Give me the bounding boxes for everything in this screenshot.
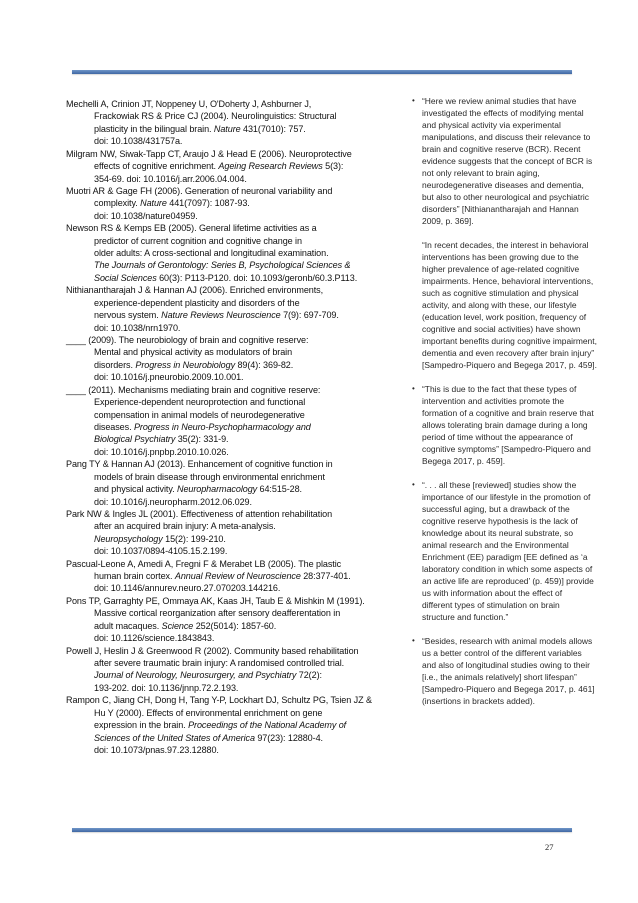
reference-entry xyxy=(66,148,396,185)
reference-text: 15(2): 199-210. xyxy=(162,533,226,544)
reference-list xyxy=(66,98,396,756)
reference-text: 89(4): 369-82. xyxy=(235,359,294,370)
quote-gap xyxy=(412,227,617,239)
reference-entry xyxy=(66,558,396,595)
reference-text: 5(3): xyxy=(322,161,344,172)
quote-line: such as cognitive stimulation and physical xyxy=(422,288,579,298)
reference-line xyxy=(66,160,396,172)
reference-line xyxy=(66,433,396,445)
reference-line xyxy=(66,483,396,495)
quote-line: (education level, work position, frequency of xyxy=(422,312,587,322)
reference-text: plasticity in the bilingual brain. xyxy=(94,123,214,134)
reference-line xyxy=(66,148,396,160)
reference-line xyxy=(66,384,396,396)
reference-line xyxy=(66,98,396,110)
quote-line: 2009, p. 369]. xyxy=(422,216,474,226)
quote-line: knowledge about its neural substrate, so xyxy=(422,528,574,538)
reference-entry xyxy=(66,384,396,459)
reference-line xyxy=(66,744,396,756)
reference-text: 431(7010): 757. xyxy=(240,123,306,134)
reference-text: nervous system. xyxy=(94,310,162,321)
quote-line: “This is due to the fact that these types of xyxy=(422,384,577,394)
quote-line: period of time without the appearance of xyxy=(422,432,573,442)
bullet-icon: • xyxy=(412,96,415,105)
quote-line: cognitive and social activities) have shown xyxy=(422,324,581,334)
quote-text xyxy=(412,479,617,623)
reference-line xyxy=(66,334,396,346)
quote-block xyxy=(412,383,617,467)
reference-text: doi: 10.1016/j.pnpbp.2010.10.026. xyxy=(94,446,229,457)
reference-text: 64:515-28. xyxy=(257,484,302,495)
reference-line xyxy=(66,210,396,222)
reference-line xyxy=(66,309,396,321)
reference-entry xyxy=(66,284,396,334)
reference-text: compensation in animal models of neurodegenerative xyxy=(94,409,305,420)
reference-text: Park NW & Ingles JL (2001). Effectiveness of attention rehabilitation xyxy=(66,508,333,519)
reference-line xyxy=(66,222,396,234)
quote-line: allows tolerating brain damage during a long xyxy=(422,420,588,430)
reference-text: Powell J, Heslin J & Greenwood R (2002). Community based rehabilitation xyxy=(66,645,359,656)
reference-line xyxy=(66,496,396,508)
reference-entry xyxy=(66,334,396,384)
reference-text: Massive cortical reorganization after sensory deafferentation in xyxy=(94,608,341,619)
reference-line xyxy=(66,135,396,147)
reference-italic-text: Biological Psychiatry xyxy=(94,434,176,445)
quote-line: [Sampedro-Piquero and Begega 2017, p. 461] xyxy=(422,684,595,694)
reference-text: doi: 10.1038/nrn1970. xyxy=(94,322,181,333)
reference-text: expression in the brain. xyxy=(94,720,189,731)
reference-line xyxy=(66,533,396,545)
reference-text: predictor of current cognition and cognitive change in xyxy=(94,235,302,246)
reference-line xyxy=(66,471,396,483)
quote-line: Enrichment (EE) paradigm [EE defined as ‘a xyxy=(422,552,588,562)
reference-text: 354-69. doi: 10.1016/j.arr.2006.04.004. xyxy=(94,173,247,184)
reference-italic-text: Nature Reviews Neuroscience xyxy=(161,310,281,321)
quote-gap xyxy=(412,371,617,383)
reference-text: 441(7097): 1087-93. xyxy=(166,198,250,209)
quote-line: investigated the effects of modifying mental xyxy=(422,108,584,118)
reference-line xyxy=(66,446,396,458)
reference-text: ____ (2009). The neurobiology of brain and cognitive reserve: xyxy=(66,335,309,346)
reference-text: after an acquired brain injury: A meta-analysis. xyxy=(94,521,276,532)
reference-line xyxy=(66,582,396,594)
reference-line xyxy=(66,632,396,644)
quote-line: us a better control of the different variables xyxy=(422,648,582,658)
quote-line: important benefits during cognitive impairment, xyxy=(422,336,597,346)
reference-text: 60(3): P113-P120. doi: 10.1093/geronb/60.3.P113. xyxy=(156,272,358,283)
quote-line: not only relevant to brain aging, xyxy=(422,168,540,178)
reference-text: diseases. xyxy=(94,421,134,432)
quote-line: “Besides, research with animal models allows xyxy=(422,636,593,646)
reference-italic-text: Progress in Neurobiology xyxy=(135,359,236,370)
reference-text: Frackowiak RS & Price CJ (2004). Neurolinguistics: Structural xyxy=(94,111,337,122)
reference-text: experience-dependent plasticity and disorders of the xyxy=(94,297,300,308)
reference-text: doi: 10.1037/0894-4105.15.2.199. xyxy=(94,546,228,557)
reference-line xyxy=(66,110,396,122)
reference-italic-text: Sciences of the United States of America xyxy=(94,732,255,743)
reference-entry xyxy=(66,595,396,645)
quote-line: intervention and activities promote the xyxy=(422,396,565,406)
quote-line: cognitive symptoms” [Sampedro-Piquero and xyxy=(422,444,591,454)
page-number: 27 xyxy=(545,842,554,852)
bullet-icon: • xyxy=(412,480,415,489)
reference-text: Newson RS & Kemps EB (2005). General lifetime activities as a xyxy=(66,223,317,234)
footer-rule xyxy=(72,828,572,832)
reference-italic-text: Neuropharmacology xyxy=(176,484,258,495)
quote-line: disorders” [Nithianantharajah and Hannan xyxy=(422,204,579,214)
reference-entry xyxy=(66,694,396,756)
reference-line xyxy=(66,409,396,421)
reference-text: doi: 10.1038/431757a. xyxy=(94,136,183,147)
reference-line xyxy=(66,558,396,570)
quote-block xyxy=(412,635,617,707)
quote-text xyxy=(412,95,617,227)
quote-line: [i.e., the animals relatively] short lifespan” xyxy=(422,672,577,682)
reference-text: doi: 10.1016/j.neuropharm.2012.06.029. xyxy=(94,496,252,507)
reference-entry xyxy=(66,458,396,508)
quote-text xyxy=(412,635,617,707)
reference-entry xyxy=(66,222,396,284)
reference-text: Experience-dependent neuroprotection and functional xyxy=(94,397,306,408)
reference-line xyxy=(66,396,396,408)
quote-line: successful aging, but a drawback of the xyxy=(422,504,570,514)
reference-text: adult macaques. xyxy=(94,620,162,631)
quote-line: us with information about the effect of xyxy=(422,588,563,598)
reference-text: and physical activity. xyxy=(94,484,177,495)
reference-text: Mental and physical activity as modulators of brain xyxy=(94,347,293,358)
reference-italic-text: Annual Review of Neuroscience xyxy=(174,571,301,582)
quote-line: dementia and even recovery after brain injury” xyxy=(422,348,595,358)
reference-entry xyxy=(66,508,396,558)
reference-line xyxy=(66,694,396,706)
reference-line xyxy=(66,657,396,669)
reference-line xyxy=(66,322,396,334)
quote-line: impairments. Hence, behavioral interventions, xyxy=(422,276,594,286)
reference-line xyxy=(66,520,396,532)
quote-line: and physical activity via experimental xyxy=(422,120,561,130)
reference-line xyxy=(66,259,396,271)
quote-line: neurodegenerative diseases and dementia, xyxy=(422,180,584,190)
reference-line xyxy=(66,607,396,619)
reference-text: models of brain disease through environmental enrichment xyxy=(94,471,325,482)
reference-line xyxy=(66,645,396,657)
quote-line: “In recent decades, the interest in behavioral xyxy=(422,240,589,250)
quote-line: manipulations, and discuss their relevance to xyxy=(422,132,591,142)
quote-line: [Sampedro-Piquero and Begega 2017, p. 459]. xyxy=(422,360,597,370)
quote-line: activity, and along with these, our lifestyle xyxy=(422,300,577,310)
reference-text: Rampon C, Jiang CH, Dong H, Tang Y-P, Lockhart DJ, Schultz PG, Tsien JZ & xyxy=(66,695,372,706)
bullet-icon: • xyxy=(412,636,415,645)
reference-line xyxy=(66,247,396,259)
reference-line xyxy=(66,272,396,284)
reference-line xyxy=(66,595,396,607)
reference-text: human brain cortex. xyxy=(94,571,175,582)
reference-text: doi: 10.1146/annurev.neuro.27.070203.144216. xyxy=(94,583,281,594)
reference-text: Pang TY & Hannan AJ (2013). Enhancement of cognitive function in xyxy=(66,459,333,470)
reference-text: complexity. xyxy=(94,198,141,209)
quote-block xyxy=(412,239,617,371)
reference-text: doi: 10.1073/pnas.97.23.12880. xyxy=(94,744,219,755)
reference-text: effects of cognitive enrichment. xyxy=(94,161,219,172)
quote-line: importance of our lifestyle in the promotion of xyxy=(422,492,591,502)
reference-line xyxy=(66,732,396,744)
reference-text: Milgram NW, Siwak-Tapp CT, Araujo J & Head E (2006). Neuroprotective xyxy=(66,148,352,159)
reference-line xyxy=(66,197,396,209)
reference-text: Nithianantharajah J & Hannan AJ (2006). Enriched environments, xyxy=(66,285,324,296)
reference-line xyxy=(66,458,396,470)
reference-italic-text: Journal of Neurology, Neurosurgery, and Psychiatry xyxy=(94,670,297,681)
reference-text: doi: 10.1038/nature04959. xyxy=(94,210,198,221)
reference-italic-text: Progress in Neuro-Psychopharmacology and xyxy=(133,421,311,432)
reference-line xyxy=(66,620,396,632)
reference-line xyxy=(66,235,396,247)
reference-italic-text: Social Sciences xyxy=(94,272,157,283)
reference-italic-text: Ageing Research Reviews xyxy=(218,161,323,172)
reference-text: Pons TP, Garraghty PE, Ommaya AK, Kaas JH, Taub E & Mishkin M (1991). xyxy=(66,595,365,606)
reference-text: doi: 10.1016/j.pneurobio.2009.10.001. xyxy=(94,372,244,383)
reference-line xyxy=(66,719,396,731)
quote-line: animal research and the Environmental xyxy=(422,540,569,550)
reference-line xyxy=(66,707,396,719)
reference-text: Hu Y (2000). Effects of environmental enrichment on gene xyxy=(94,707,323,718)
quote-text xyxy=(412,383,617,467)
reference-line xyxy=(66,545,396,557)
reference-text: Mechelli A, Crinion JT, Noppeney U, O'Doherty J, Ashburner J, xyxy=(66,99,312,109)
reference-text: Muotri AR & Gage FH (2006). Generation of neuronal variability and xyxy=(66,185,333,196)
reference-text: 252(5014): 1857-60. xyxy=(193,620,277,631)
quote-line: different types of stimulation on brain xyxy=(422,600,560,610)
quote-line: laboratory condition in which some aspects of xyxy=(422,564,593,574)
reference-text: 7(9): 697-709. xyxy=(280,310,339,321)
reference-text: 97(23): 12880-4. xyxy=(254,732,323,743)
reference-italic-text: Science xyxy=(161,620,194,631)
quote-line: “Here we review animal studies that have xyxy=(422,96,577,106)
quote-line: an active life are reproduced’ (p. 459)] provide xyxy=(422,576,594,586)
quote-gap xyxy=(412,467,617,479)
reference-entry xyxy=(66,645,396,695)
reference-line xyxy=(66,570,396,582)
quote-line: higher prevalence of age-related cognitive xyxy=(422,264,580,274)
reference-italic-text: The Journals of Gerontology: Series B, Psychological Sciences & xyxy=(94,260,351,271)
reference-italic-text: Nature xyxy=(213,123,241,134)
reference-italic-text: Proceedings of the National Academy of xyxy=(188,720,347,731)
header-rule xyxy=(72,70,572,74)
reference-entry xyxy=(66,98,396,148)
quote-list xyxy=(412,95,617,707)
quote-line: structure and function.” xyxy=(422,612,509,622)
quote-line: evidence suggests that the concept of BCR is xyxy=(422,156,593,166)
reference-line xyxy=(66,682,396,694)
quote-line: (insertions in brackets added). xyxy=(422,696,536,706)
bullet-icon: • xyxy=(412,384,415,393)
reference-text: 28:377-401. xyxy=(300,571,351,582)
reference-entry xyxy=(66,185,396,222)
reference-line xyxy=(66,371,396,383)
reference-text: 35(2): 331-9. xyxy=(175,434,229,445)
reference-text: doi: 10.1126/science.1843843. xyxy=(94,633,215,644)
reference-line xyxy=(66,123,396,135)
quote-line: but also to other neurological and psychiatric xyxy=(422,192,589,202)
quote-block xyxy=(412,95,617,227)
quote-line: and also of longitudinal studies owing to their xyxy=(422,660,590,670)
quote-line: interventions has been growing due to the xyxy=(422,252,579,262)
reference-line xyxy=(66,421,396,433)
quote-line: “. . . all these [reviewed] studies show the xyxy=(422,480,577,490)
quote-block xyxy=(412,479,617,623)
reference-text: ____ (2011). Mechanisms mediating brain and cognitive reserve: xyxy=(66,384,321,395)
reference-text: Pascual-Leone A, Amedi A, Fregni F & Merabet LB (2005). The plastic xyxy=(66,558,342,569)
reference-italic-text: Nature xyxy=(140,198,167,209)
reference-line xyxy=(66,669,396,681)
quote-line: brain and cognitive reserve (BCR). Recent xyxy=(422,144,581,154)
reference-text: after severe traumatic brain injury: A randomised controlled trial. xyxy=(94,657,345,668)
quote-line: formation of a cognitive and brain reserve that xyxy=(422,408,594,418)
quote-line: Begega 2017, p. 459]. xyxy=(422,456,506,466)
reference-text: disorders. xyxy=(94,359,136,370)
reference-line xyxy=(66,284,396,296)
quote-gap xyxy=(412,623,617,635)
quote-text xyxy=(412,239,617,371)
reference-line xyxy=(66,173,396,185)
reference-italic-text: Neuropsychology xyxy=(94,533,163,544)
reference-line xyxy=(66,359,396,371)
quote-line: cognitive reserve hypothesis is the lack of xyxy=(422,516,578,526)
reference-line xyxy=(66,185,396,197)
reference-line xyxy=(66,346,396,358)
reference-text: older adults: A cross-sectional and longitudinal examination. xyxy=(94,248,329,259)
reference-text: 72(2): xyxy=(296,670,322,681)
reference-line xyxy=(66,297,396,309)
reference-text: 193-202. doi: 10.1136/jnnp.72.2.193. xyxy=(94,682,239,693)
reference-line xyxy=(66,508,396,520)
